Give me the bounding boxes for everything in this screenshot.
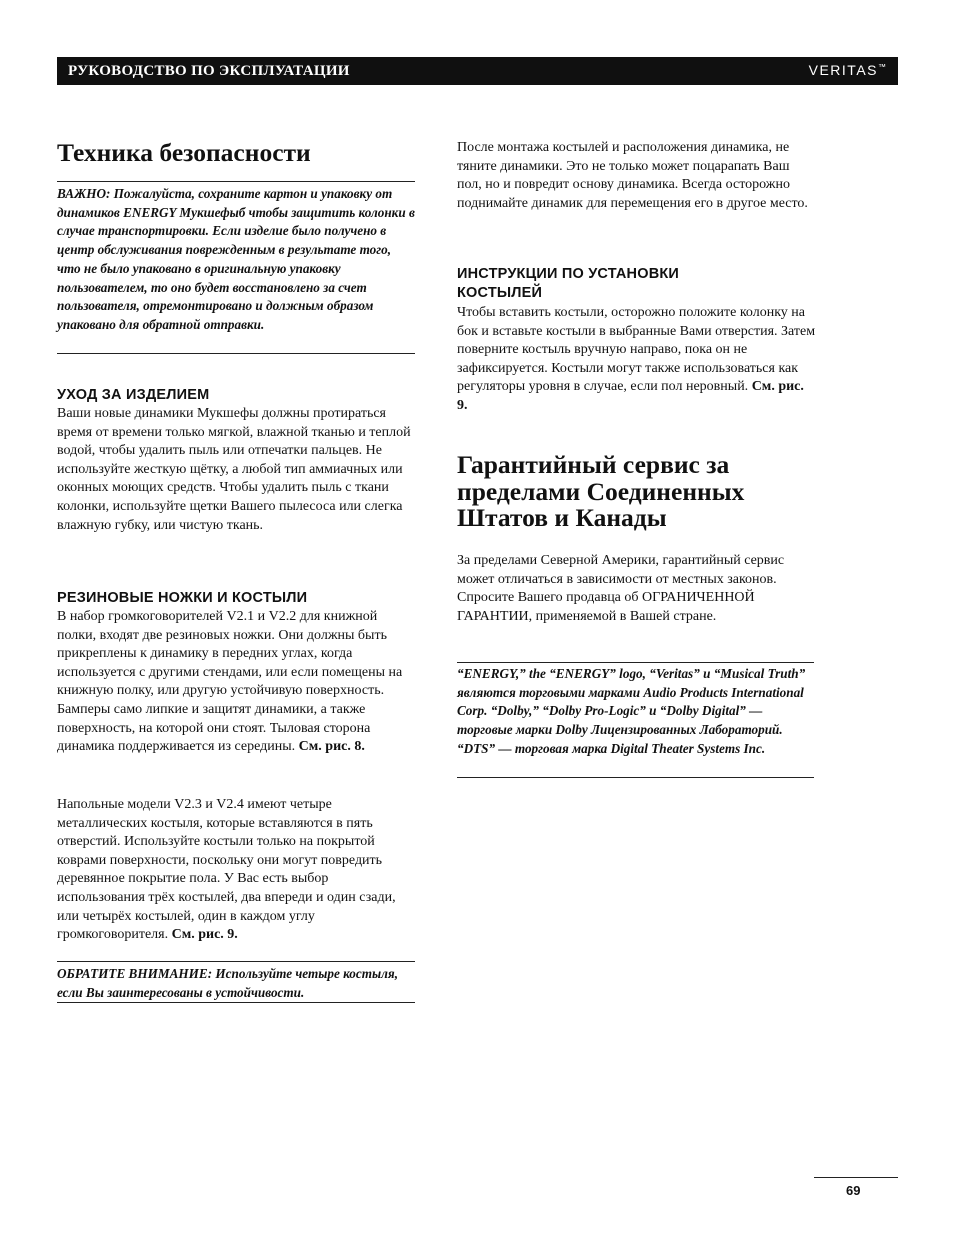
important-note-box	[57, 181, 415, 354]
page-title: Техника безопасности	[57, 138, 311, 167]
install-text-body: Чтобы вставить костыли, осторожно положите колонку на бок и вставьте костыли в выбранные Вами отверстия. Затем поверните костыль вручную направо, пока он не зафиксируется. Костыли могут также использоваться как регуляторы уровня в случае, если пол неровный.	[457, 305, 816, 395]
figure-ref-9b: См. рис. 9.	[457, 379, 804, 413]
care-heading: УХОД ЗА ИЗДЕЛИЕМ	[57, 387, 210, 403]
important-note: ВАЖНО: Пожалуйста, сохраните картон и упаковку от динамиков ENERGY Мукшефыб чтобы защитить колонки в случае транспортировки. Если изделие было получено в центр обслуживания поврежденным в результате того, что не было упаковано в оригинальную упаковку пользователем, то оно будет восстановлено за счет пользователя, отремонтировано и должным образом упаковано для обратной отправки.	[57, 186, 415, 332]
attention-note: ОБРАТИТЕ ВНИМАНИЕ: Используйте четыре костыля, если Вы заинтересованы в устойчивости.	[57, 966, 399, 1000]
trademark-note-box	[457, 662, 814, 778]
trademark-mark: ™	[878, 62, 886, 72]
feet-text	[57, 608, 417, 757]
trademark-note: “ENERGY,” the “ENERGY” logo, “Veritas” и “Musical Truth” являются торговыми марками Audio Products International Corp. “Dolby,” “Dolby Pro-Logic” и “Dolby Digital” — торговые марки Dolby Лицензированных Лабораторий. “DTS” — торговая марка Digital Theater Systems Inc.	[457, 666, 806, 756]
page-number: 69	[846, 1183, 861, 1198]
feet-heading: РЕЗИНОВЫЕ НОЖКИ И КОСТЫЛИ	[57, 590, 308, 606]
care-text: Ваши новые динамики Мукшефы должны протираться время от времени только мягкой, влажной тканью и теплой водой, чтобы удалить пыль или отпечатки пальцев. Не используйте жесткую щётку, а любой тип аммиачных или оконных моющих средств. Чтобы удалить пыль с ткани колонки, используйте щетки Вашего пылесоса или слегка влажную губку, или чистую ткань.	[57, 406, 411, 533]
figure-ref-9: См. рис. 9.	[171, 927, 238, 943]
footer-rule	[814, 1177, 898, 1178]
install-heading: ИНСТРУКЦИИ ПО УСТАНОВКИ КОСТЫЛЕЙ	[457, 266, 680, 301]
feet-text-body: В набор громкоговорителей V2.1 и V2.2 для книжной полки, входят две резиновых ножки. Они должны быть прикреплены к динамику в передних углах, когда используется с другими стендами, или если помещены на книжную полку, или другую устойчивую поверхность. Бамперы само липкие и защитят динамики, а также поверхность, на которой они стоят. Тыловая сторона динамика поддерживается из середины.	[57, 609, 403, 755]
figure-ref-8: См. рис. 8.	[298, 739, 365, 755]
intro-text: После монтажа костылей и расположения динамика, не тяните динамики. Это не только может поцарапать Ваш пол, но и повредит основу динамика. Всегда осторожно поднимайте динамик для перемещения его в другое место.	[457, 140, 808, 211]
install-text	[457, 304, 817, 416]
manual-title: РУКОВОДСТВО ПО ЭКСПЛУАТАЦИИ	[68, 63, 350, 79]
spikes-text-body: Напольные модели V2.3 и V2.4 имеют четыре металлических костыля, которые вставляются в пять отверстий. Используйте костыли только на покрытой коврами поверхности, поскольку они могут повредить деревянное покрытие пола. У Вас есть выбор использования трёх костылей, два впереди и один сзади, или четырёх костылей, один в каждом углу громкоговорителя.	[57, 797, 396, 943]
warranty-text: За пределами Северной Америки, гарантийный сервис может отличаться в зависимости от местных законов. Спросите Вашего продавца об ОГРАНИЧЕННОЙ ГАРАНТИИ, применяемой в Вашей стране.	[457, 553, 785, 624]
attention-note-box	[57, 961, 415, 1003]
spikes-text	[57, 796, 415, 945]
header-bar	[57, 57, 898, 85]
warranty-title: Гарантийный сервис за пределами Соединенных Штатов и Канады	[457, 450, 745, 532]
brand-name: VERITAS	[808, 62, 878, 78]
brand-logo	[809, 62, 886, 78]
